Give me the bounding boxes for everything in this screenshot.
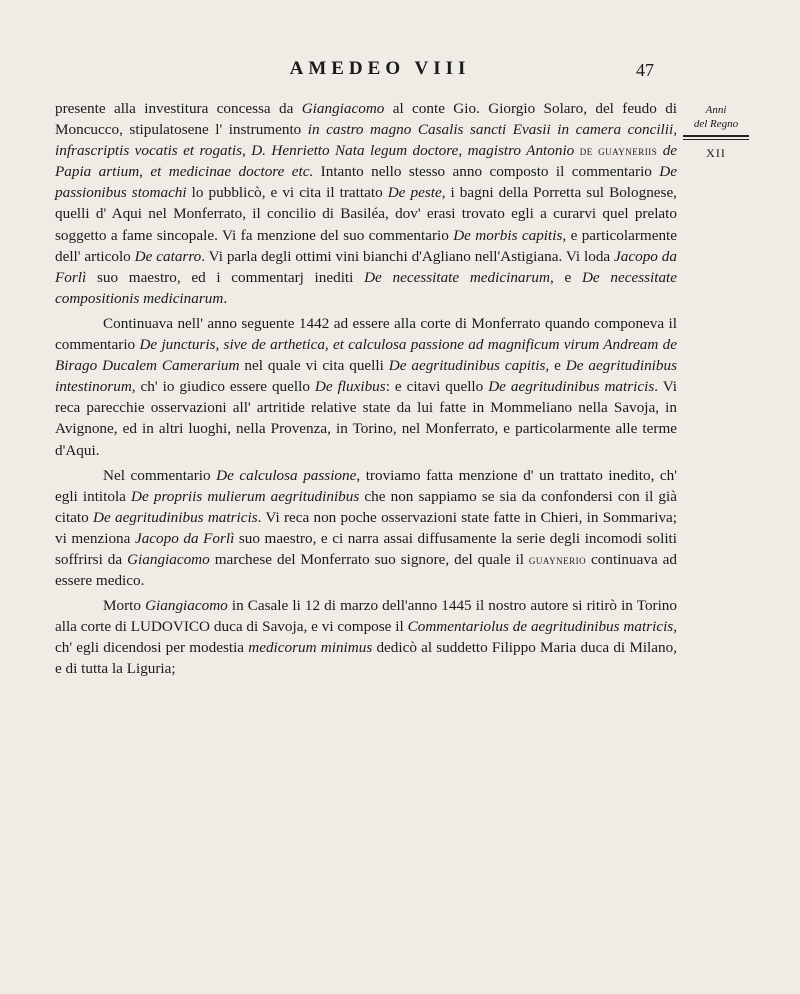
text-run: , e particolarmente dell' articolo	[55, 226, 677, 265]
italic-run: De propriis mulierum aegritudinibus	[131, 487, 360, 505]
italic-run: Jacopo da Forlì	[55, 247, 677, 286]
italic-run: De necessitate medicinarum	[364, 268, 550, 286]
text-run: , ch' io giudico essere quello	[131, 378, 315, 396]
italic-run: Giangiacomo	[145, 597, 228, 615]
text-run: dedicò al suddetto Filippo Maria duca di Milano, e di tutta la Liguria;	[55, 639, 677, 678]
running-header: AMEDEO VIII	[289, 58, 471, 79]
italic-run: De aegritudinibus matricis	[93, 508, 258, 526]
italic-run: De catarro	[134, 247, 202, 265]
text-run: presente alla investitura concessa da	[55, 100, 302, 117]
paragraph-3	[55, 465, 677, 592]
text-run: .	[223, 289, 228, 307]
italic-run: De calculosa passione	[216, 466, 357, 484]
text-run: Continuava nell' anno seguente 1442 ad essere alla corte di Monferrato quando componeva il commentario	[55, 314, 677, 354]
text-run: , e	[545, 357, 566, 375]
small-caps-run: guaynerio	[528, 551, 587, 567]
italic-run: Commentariolus de aegritudinibus matricis	[407, 618, 674, 636]
text-run: Morto	[103, 597, 146, 615]
italic-run: in castro magno Casalis sancti Evasii in camera concilii, infrascriptis vocatis et rogatis, D. Henrietto Nata legum doctore, magistro Antonio	[55, 121, 677, 160]
italic-run: de Papia artium, et medicinae doctore etc.	[55, 142, 678, 181]
italic-run: De aegritudinibus matricis	[488, 378, 655, 396]
text-run: suo maestro, e ci narra assai diffusamente la serie degli incomodi soliti soffrirsi da	[55, 529, 677, 568]
margin-note-rule	[683, 135, 749, 140]
italic-run: De morbis capitis	[453, 226, 563, 244]
page-number: 47	[636, 60, 654, 80]
text-run: continuava ad essere medico.	[55, 550, 677, 590]
margin-note-line1: Anni	[705, 104, 727, 116]
margin-note-number: XII	[706, 146, 726, 160]
text-run: Nel commentario	[103, 466, 217, 484]
italic-run: De peste	[387, 184, 442, 202]
text-run: al conte Gio. Giorgio Solaro, del feudo di Moncucco, stipulatosene l' instrumento	[55, 100, 678, 139]
italic-run: De passionibus stomachi	[55, 163, 678, 202]
italic-run: De aegritudinibus capitis	[388, 357, 546, 375]
text-run: , i bagni della Porretta sul Bolognese, quelli d' Aqui nel Monferrato, il concilio di Basiléa, dov' erasi trovato egli a curarvi quel prelato soggetto a fame sincopale. Vi fa menzione del suo commentario	[55, 184, 677, 244]
italic-run: De fluxibus	[314, 378, 386, 396]
paragraph-4	[55, 595, 677, 679]
text-run: suo maestro, ed i commentarj inediti	[86, 268, 365, 286]
text-run: lo pubblicò, e vi cita il trattato	[186, 184, 388, 202]
text-run: in Casale li 12 di marzo dell'anno 1445 il nostro autore si ritirò in Torino alla corte di LUDOVICO duca di Savoja, e vi compose il	[55, 597, 677, 636]
text-run: . Vi reca non poche osservazioni state fatte in Chieri, in Sommariva; vi menziona	[55, 508, 677, 547]
italic-run: De necessitate compositionis medicinarum	[55, 268, 678, 307]
text-run: , troviamo fatta menzione d' un trattato inedito, ch' egli intitola	[55, 466, 677, 505]
italic-run: Giangiacomo	[127, 550, 210, 568]
italic-run: medicorum minimus	[248, 639, 373, 657]
italic-run: De aegritudinibus intestinorum	[55, 357, 677, 396]
margin-note	[683, 103, 749, 160]
text-run: , ch' egli dicendosi per modestia	[55, 618, 677, 657]
small-caps-run: de guayneriis	[579, 143, 658, 159]
italic-run: De juncturis, sive de arthetica, et calculosa passione ad magnificum virum Andream de Birago Ducalem Camerarium	[55, 336, 677, 375]
text-run: . Vi reca parecchie osservazioni all' artritide relative state da lui fatte in Mommeliano nella Savoja, in Avignone, ed in altri luoghi, nella Provenza, in Torino, nel Monferrato, e particolarmente alle terme d'Aqui.	[55, 378, 678, 459]
italic-run: Giangiacomo	[301, 100, 385, 117]
text-run: marchese del Monferrato suo signore, del quale il	[209, 550, 529, 568]
italic-run: Jacopo da Forlì	[134, 529, 235, 547]
text-run: Intanto nello stesso anno composto il commentario	[313, 163, 660, 181]
text-run: nel quale vi cita quelli	[239, 357, 389, 375]
paragraph-1	[55, 98, 677, 309]
text-run: che non sappiamo se sia da confondersi con il già citato	[55, 487, 677, 526]
text-run: : e citavi quello	[385, 378, 489, 396]
text-run: . Vi parla degli ottimi vini bianchi d'Agliano nell'Astigiana. Vi loda	[201, 247, 615, 265]
body-text	[55, 98, 677, 680]
margin-note-line2: del Regno	[693, 118, 739, 130]
text-run: , e	[549, 268, 582, 286]
paragraph-2	[55, 313, 677, 461]
